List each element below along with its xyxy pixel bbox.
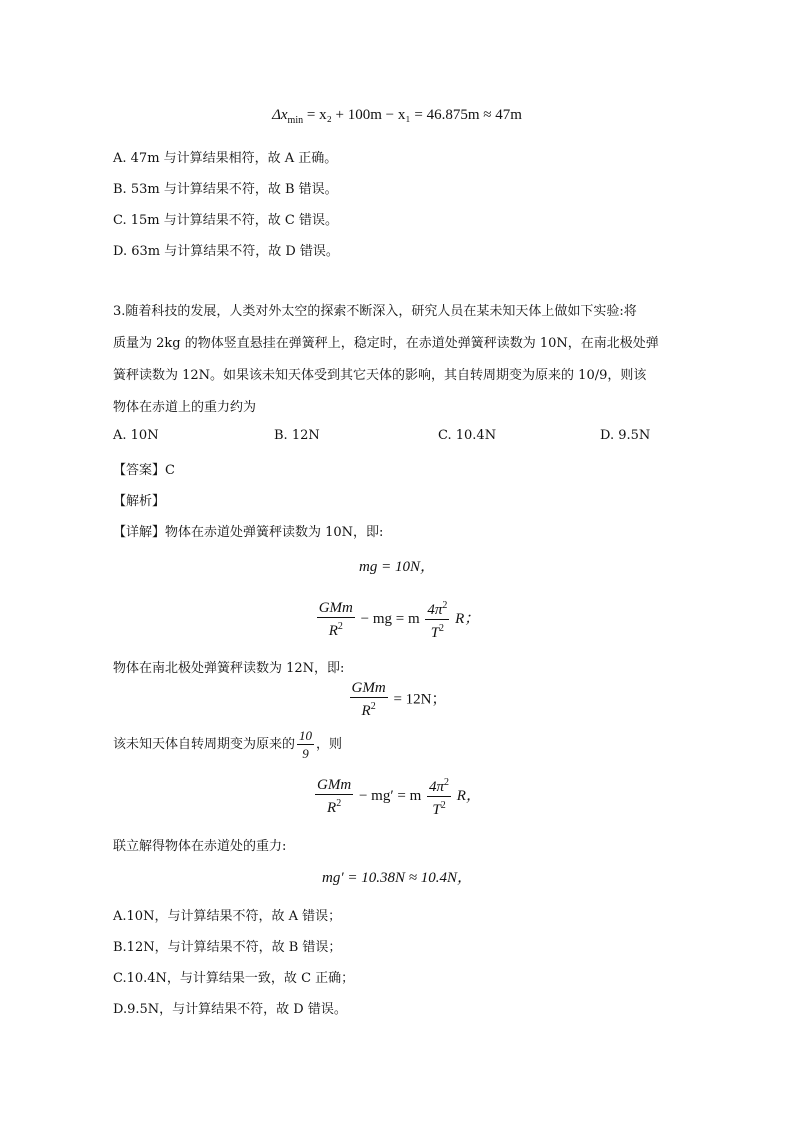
question-line-3: 簧秤读数为 12N。如果该未知天体受到其它天体的影响，其自转周期变为原来的 10/9，则该 <box>113 368 647 383</box>
equation-2 <box>0 597 794 642</box>
formula-rhs: = x₂ + 100m − x₁ = 46.875m ≈ 47m <box>306 107 522 123</box>
final-option-d: D.9.5N，与计算结果不符，故 D 错误。 <box>113 1002 347 1017</box>
eq2-frac-1: $\frac{\text{GMm}}{R^2}$ <box>318 599 353 639</box>
final-option-c: C.10.4N，与计算结果一致，故 C 正确； <box>113 971 355 986</box>
equation-5: mg′ = 10.38N ≈ 10.4N， <box>322 870 472 886</box>
option-b: B. 12N <box>274 428 320 443</box>
option-a: A. 10N <box>113 428 159 443</box>
period-tail: ，则 <box>316 737 343 752</box>
period-line <box>113 727 342 762</box>
question-line-4: 物体在赤道上的重力约为 <box>113 400 257 415</box>
eq4-mid: − mg′ = m <box>358 787 422 804</box>
eq2-tail: R； <box>455 610 480 627</box>
eq3-tail: = 12N； <box>393 691 447 708</box>
eq4-frac-1: $\frac{\text{GMm}}{R^2}$ <box>317 776 352 816</box>
answer-label: 【答案】C <box>113 463 175 478</box>
option-c: C. 10.4N <box>438 428 497 443</box>
equation-3 <box>0 680 794 720</box>
solve-text: 联立解得物体在赤道处的重力: <box>113 839 287 854</box>
eq4-frac-2: $\frac{4\pi^2}{T^2}$ <box>427 774 451 819</box>
equation-1: mg = 10N， <box>359 559 435 575</box>
formula-lhs-sub: min <box>287 115 304 126</box>
prev-option-b: B. 53m 与计算结果不符，故 B 错误。 <box>113 182 338 197</box>
eq2-mid: − mg = m <box>360 610 420 627</box>
option-d: D. 9.5N <box>600 428 651 443</box>
formula-lhs: Δx <box>272 107 288 123</box>
prev-option-d: D. 63m 与计算结果不符，故 D 错误。 <box>113 244 339 259</box>
final-option-b: B.12N，与计算结果不符，故 B 错误； <box>113 940 342 955</box>
equation-4 <box>0 774 794 819</box>
analysis-title: 【解析】 <box>113 494 166 509</box>
detail-intro: 【详解】物体在赤道处弹簧秤读数为 10N，即: <box>113 525 384 540</box>
prev-option-c: C. 15m 与计算结果不符，故 C 错误。 <box>113 213 338 228</box>
eq2-frac-2: $\frac{4\pi^2}{T^2}$ <box>425 597 449 642</box>
pole-text: 物体在南北极处弹簧秤读数为 12N，即: <box>113 661 345 676</box>
period-fraction: $\frac{10}{9}$ <box>299 728 313 761</box>
question-line-1: 3.随着科技的发展，人类对外太空的探索不断深入，研究人员在某未知天体上做如下实验:将 <box>113 304 637 319</box>
final-option-a: A.10N，与计算结果不符，故 A 错误； <box>113 909 342 924</box>
eq4-tail: R， <box>456 787 481 804</box>
period-text: 该未知天体自转周期变为原来的 <box>113 737 296 752</box>
eq3-frac: $\frac{\text{GMm}}{R^2}$ <box>351 680 386 719</box>
prev-option-a: A. 47m 与计算结果相符，故 A 正确。 <box>113 151 338 166</box>
top-formula <box>0 107 794 126</box>
question-line-2: 质量为 2kg 的物体竖直悬挂在弹簧秤上，稳定时，在赤道处弹簧秤读数为 10N，在南北极处弹 <box>113 336 659 351</box>
